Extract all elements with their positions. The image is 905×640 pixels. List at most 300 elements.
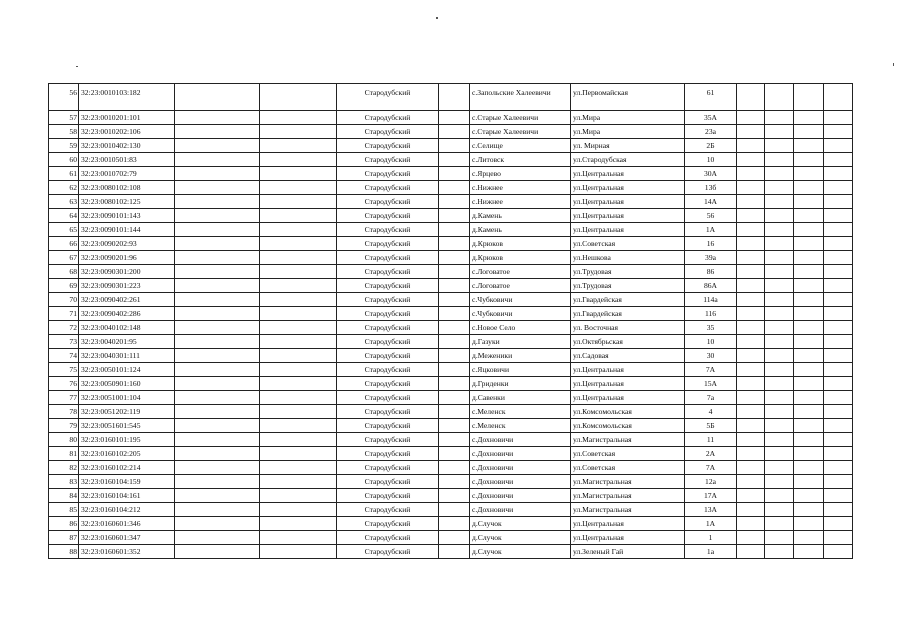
locality-cell: с.Нижнее bbox=[470, 195, 571, 209]
empty-cell bbox=[737, 391, 765, 405]
empty-cell bbox=[794, 433, 824, 447]
row-number-cell: 62 bbox=[49, 181, 79, 195]
table-row bbox=[49, 167, 853, 181]
empty-cell bbox=[794, 349, 824, 363]
empty-cell bbox=[439, 209, 470, 223]
empty-cell bbox=[765, 363, 794, 377]
empty-cell bbox=[794, 237, 824, 251]
district-cell: Стародубский bbox=[337, 265, 439, 279]
empty-cell bbox=[439, 391, 470, 405]
empty-cell bbox=[824, 209, 853, 223]
empty-cell bbox=[175, 125, 260, 139]
house-number-cell: 56 bbox=[685, 209, 737, 223]
empty-cell bbox=[175, 489, 260, 503]
row-number-cell: 88 bbox=[49, 545, 79, 559]
locality-cell: с.Логоватое bbox=[470, 265, 571, 279]
empty-cell bbox=[439, 307, 470, 321]
empty-cell bbox=[765, 335, 794, 349]
empty-cell bbox=[824, 433, 853, 447]
empty-cell bbox=[260, 265, 337, 279]
row-number-cell: 81 bbox=[49, 447, 79, 461]
district-cell: Стародубский bbox=[337, 279, 439, 293]
empty-cell bbox=[794, 363, 824, 377]
house-number-cell: 116 bbox=[685, 307, 737, 321]
table-row bbox=[49, 363, 853, 377]
empty-cell bbox=[765, 223, 794, 237]
row-number-cell: 68 bbox=[49, 265, 79, 279]
empty-cell bbox=[765, 503, 794, 517]
empty-cell bbox=[794, 517, 824, 531]
street-cell: ул.Трудовая bbox=[571, 265, 685, 279]
empty-cell bbox=[765, 195, 794, 209]
cadastral-number-cell: 32:23:0090101:144 bbox=[79, 223, 175, 237]
empty-cell bbox=[737, 461, 765, 475]
house-number-cell: 10 bbox=[685, 153, 737, 167]
locality-cell: с.Дохновичи bbox=[470, 433, 571, 447]
empty-cell bbox=[175, 405, 260, 419]
empty-cell bbox=[439, 237, 470, 251]
table-row bbox=[49, 111, 853, 125]
table-row bbox=[49, 209, 853, 223]
empty-cell bbox=[737, 349, 765, 363]
empty-cell bbox=[794, 265, 824, 279]
empty-cell bbox=[824, 153, 853, 167]
empty-cell bbox=[824, 279, 853, 293]
table-row bbox=[49, 84, 853, 111]
house-number-cell: 61 bbox=[685, 84, 737, 111]
empty-cell bbox=[439, 153, 470, 167]
empty-cell bbox=[824, 489, 853, 503]
house-number-cell: 11 bbox=[685, 433, 737, 447]
table-row bbox=[49, 223, 853, 237]
street-cell: ул.Гвардейская bbox=[571, 307, 685, 321]
row-number-cell: 74 bbox=[49, 349, 79, 363]
empty-cell bbox=[175, 153, 260, 167]
empty-cell bbox=[175, 503, 260, 517]
empty-cell bbox=[260, 125, 337, 139]
empty-cell bbox=[175, 251, 260, 265]
empty-cell bbox=[824, 475, 853, 489]
empty-cell bbox=[765, 447, 794, 461]
empty-cell bbox=[175, 349, 260, 363]
district-cell: Стародубский bbox=[337, 335, 439, 349]
street-cell: ул.Центральная bbox=[571, 181, 685, 195]
row-number-cell: 83 bbox=[49, 475, 79, 489]
empty-cell bbox=[824, 531, 853, 545]
row-number-cell: 69 bbox=[49, 279, 79, 293]
empty-cell bbox=[737, 167, 765, 181]
empty-cell bbox=[175, 111, 260, 125]
street-cell: ул.Советская bbox=[571, 447, 685, 461]
empty-cell bbox=[175, 447, 260, 461]
cadastral-number-cell: 32:23:0160102:214 bbox=[79, 461, 175, 475]
empty-cell bbox=[824, 223, 853, 237]
locality-cell: с.Ярцево bbox=[470, 167, 571, 181]
table-row bbox=[49, 461, 853, 475]
row-number-cell: 60 bbox=[49, 153, 79, 167]
cadastral-number-cell: 32:23:0160101:195 bbox=[79, 433, 175, 447]
row-number-cell: 73 bbox=[49, 335, 79, 349]
house-number-cell: 2Б bbox=[685, 139, 737, 153]
row-number-cell: 79 bbox=[49, 419, 79, 433]
empty-cell bbox=[824, 405, 853, 419]
district-cell: Стародубский bbox=[337, 209, 439, 223]
locality-cell: с.Литовск bbox=[470, 153, 571, 167]
empty-cell bbox=[260, 419, 337, 433]
empty-cell bbox=[175, 377, 260, 391]
empty-cell bbox=[737, 223, 765, 237]
house-number-cell: 5Б bbox=[685, 419, 737, 433]
empty-cell bbox=[794, 279, 824, 293]
house-number-cell: 30 bbox=[685, 349, 737, 363]
cadastral-number-cell: 32:23:0051601:545 bbox=[79, 419, 175, 433]
empty-cell bbox=[260, 84, 337, 111]
empty-cell bbox=[260, 391, 337, 405]
street-cell: ул.Комсомольская bbox=[571, 419, 685, 433]
empty-cell bbox=[260, 363, 337, 377]
empty-cell bbox=[175, 237, 260, 251]
empty-cell bbox=[737, 111, 765, 125]
cadastral-number-cell: 32:23:0160104:161 bbox=[79, 489, 175, 503]
empty-cell bbox=[765, 293, 794, 307]
house-number-cell: 35 bbox=[685, 321, 737, 335]
locality-cell: д.Камень bbox=[470, 223, 571, 237]
empty-cell bbox=[439, 84, 470, 111]
scan-speck bbox=[76, 66, 78, 67]
empty-cell bbox=[175, 223, 260, 237]
empty-cell bbox=[765, 251, 794, 265]
empty-cell bbox=[737, 531, 765, 545]
district-cell: Стародубский bbox=[337, 251, 439, 265]
empty-cell bbox=[737, 237, 765, 251]
cadastral-number-cell: 32:23:0090402:286 bbox=[79, 307, 175, 321]
empty-cell bbox=[439, 321, 470, 335]
house-number-cell: 7А bbox=[685, 363, 737, 377]
house-number-cell: 4 bbox=[685, 405, 737, 419]
table-row bbox=[49, 125, 853, 139]
empty-cell bbox=[737, 447, 765, 461]
locality-cell: с.Логоватое bbox=[470, 279, 571, 293]
district-cell: Стародубский bbox=[337, 447, 439, 461]
empty-cell bbox=[439, 251, 470, 265]
empty-cell bbox=[737, 475, 765, 489]
empty-cell bbox=[260, 209, 337, 223]
district-cell: Стародубский bbox=[337, 167, 439, 181]
empty-cell bbox=[765, 181, 794, 195]
empty-cell bbox=[794, 139, 824, 153]
locality-cell: д.Савенки bbox=[470, 391, 571, 405]
cadastral-number-cell: 32:23:0010501:83 bbox=[79, 153, 175, 167]
empty-cell bbox=[765, 475, 794, 489]
empty-cell bbox=[794, 531, 824, 545]
street-cell: ул.Магистральная bbox=[571, 503, 685, 517]
empty-cell bbox=[175, 307, 260, 321]
table-row bbox=[49, 237, 853, 251]
district-cell: Стародубский bbox=[337, 377, 439, 391]
street-cell: ул.Центральная bbox=[571, 195, 685, 209]
district-cell: Стародубский bbox=[337, 475, 439, 489]
locality-cell: д.Газуки bbox=[470, 335, 571, 349]
empty-cell bbox=[175, 335, 260, 349]
district-cell: Стародубский bbox=[337, 349, 439, 363]
empty-cell bbox=[737, 517, 765, 531]
street-cell: ул.Магистральная bbox=[571, 433, 685, 447]
locality-cell: с.Селище bbox=[470, 139, 571, 153]
empty-cell bbox=[794, 335, 824, 349]
table-row bbox=[49, 503, 853, 517]
table-row bbox=[49, 251, 853, 265]
empty-cell bbox=[824, 391, 853, 405]
empty-cell bbox=[260, 433, 337, 447]
street-cell: ул.Садовая bbox=[571, 349, 685, 363]
empty-cell bbox=[765, 531, 794, 545]
district-cell: Стародубский bbox=[337, 489, 439, 503]
street-cell: ул.Мира bbox=[571, 125, 685, 139]
cadastral-number-cell: 32:23:0040301:111 bbox=[79, 349, 175, 363]
empty-cell bbox=[824, 517, 853, 531]
row-number-cell: 67 bbox=[49, 251, 79, 265]
empty-cell bbox=[765, 461, 794, 475]
empty-cell bbox=[260, 545, 337, 559]
empty-cell bbox=[737, 251, 765, 265]
empty-cell bbox=[737, 139, 765, 153]
empty-cell bbox=[794, 153, 824, 167]
district-cell: Стародубский bbox=[337, 503, 439, 517]
empty-cell bbox=[737, 545, 765, 559]
house-number-cell: 35А bbox=[685, 111, 737, 125]
house-number-cell: 1а bbox=[685, 545, 737, 559]
empty-cell bbox=[737, 125, 765, 139]
table-row bbox=[49, 517, 853, 531]
house-number-cell: 15А bbox=[685, 377, 737, 391]
empty-cell bbox=[794, 209, 824, 223]
cadastral-number-cell: 32:23:0090201:96 bbox=[79, 251, 175, 265]
empty-cell bbox=[439, 111, 470, 125]
house-number-cell: 30А bbox=[685, 167, 737, 181]
empty-cell bbox=[794, 475, 824, 489]
empty-cell bbox=[824, 377, 853, 391]
empty-cell bbox=[439, 475, 470, 489]
table-row bbox=[49, 545, 853, 559]
empty-cell bbox=[824, 84, 853, 111]
empty-cell bbox=[794, 223, 824, 237]
street-cell: ул.Зеленый Гай bbox=[571, 545, 685, 559]
street-cell: ул.Центральная bbox=[571, 391, 685, 405]
house-number-cell: 10 bbox=[685, 335, 737, 349]
district-cell: Стародубский bbox=[337, 153, 439, 167]
locality-cell: с.Старые Халеевичи bbox=[470, 125, 571, 139]
row-number-cell: 65 bbox=[49, 223, 79, 237]
empty-cell bbox=[824, 125, 853, 139]
empty-cell bbox=[794, 447, 824, 461]
empty-cell bbox=[737, 419, 765, 433]
empty-cell bbox=[824, 307, 853, 321]
house-number-cell: 7а bbox=[685, 391, 737, 405]
locality-cell: с.Дохновичи bbox=[470, 503, 571, 517]
house-number-cell: 12а bbox=[685, 475, 737, 489]
empty-cell bbox=[439, 125, 470, 139]
empty-cell bbox=[439, 433, 470, 447]
district-cell: Стародубский bbox=[337, 195, 439, 209]
empty-cell bbox=[824, 293, 853, 307]
row-number-cell: 63 bbox=[49, 195, 79, 209]
empty-cell bbox=[824, 167, 853, 181]
district-cell: Стародубский bbox=[337, 223, 439, 237]
empty-cell bbox=[737, 503, 765, 517]
empty-cell bbox=[794, 377, 824, 391]
empty-cell bbox=[824, 265, 853, 279]
street-cell: ул.Советская bbox=[571, 237, 685, 251]
street-cell: ул.Центральная bbox=[571, 223, 685, 237]
empty-cell bbox=[765, 111, 794, 125]
empty-cell bbox=[824, 447, 853, 461]
empty-cell bbox=[260, 335, 337, 349]
street-cell: ул.Нешкова bbox=[571, 251, 685, 265]
house-number-cell: 114а bbox=[685, 293, 737, 307]
empty-cell bbox=[175, 279, 260, 293]
empty-cell bbox=[439, 377, 470, 391]
locality-cell: д.Случок bbox=[470, 545, 571, 559]
empty-cell bbox=[737, 405, 765, 419]
house-number-cell: 39а bbox=[685, 251, 737, 265]
house-number-cell: 16 bbox=[685, 237, 737, 251]
empty-cell bbox=[737, 195, 765, 209]
row-number-cell: 66 bbox=[49, 237, 79, 251]
empty-cell bbox=[737, 433, 765, 447]
district-cell: Стародубский bbox=[337, 181, 439, 195]
cadastral-number-cell: 32:23:0160102:205 bbox=[79, 447, 175, 461]
cadastral-number-cell: 32:23:0090101:143 bbox=[79, 209, 175, 223]
house-number-cell: 13б bbox=[685, 181, 737, 195]
empty-cell bbox=[260, 279, 337, 293]
empty-cell bbox=[765, 139, 794, 153]
empty-cell bbox=[737, 279, 765, 293]
street-cell: ул. Мирная bbox=[571, 139, 685, 153]
empty-cell bbox=[794, 251, 824, 265]
empty-cell bbox=[439, 447, 470, 461]
empty-cell bbox=[175, 209, 260, 223]
empty-cell bbox=[737, 84, 765, 111]
empty-cell bbox=[260, 237, 337, 251]
empty-cell bbox=[765, 391, 794, 405]
cadastral-number-cell: 32:23:0051001:104 bbox=[79, 391, 175, 405]
empty-cell bbox=[175, 363, 260, 377]
empty-cell bbox=[260, 503, 337, 517]
locality-cell: с.Дохновичи bbox=[470, 489, 571, 503]
row-number-cell: 56 bbox=[49, 84, 79, 111]
house-number-cell: 86 bbox=[685, 265, 737, 279]
empty-cell bbox=[175, 84, 260, 111]
empty-cell bbox=[175, 293, 260, 307]
empty-cell bbox=[765, 209, 794, 223]
table-row bbox=[49, 335, 853, 349]
empty-cell bbox=[794, 111, 824, 125]
empty-cell bbox=[439, 181, 470, 195]
empty-cell bbox=[260, 531, 337, 545]
empty-cell bbox=[439, 167, 470, 181]
house-number-cell: 1 bbox=[685, 531, 737, 545]
empty-cell bbox=[175, 391, 260, 405]
empty-cell bbox=[794, 293, 824, 307]
empty-cell bbox=[439, 419, 470, 433]
scan-speck bbox=[893, 63, 894, 66]
empty-cell bbox=[824, 335, 853, 349]
empty-cell bbox=[260, 111, 337, 125]
table-body bbox=[49, 84, 853, 559]
cadastral-number-cell: 32:23:0080102:125 bbox=[79, 195, 175, 209]
empty-cell bbox=[260, 293, 337, 307]
empty-cell bbox=[175, 181, 260, 195]
street-cell: ул.Гвардейская bbox=[571, 293, 685, 307]
table-row bbox=[49, 531, 853, 545]
row-number-cell: 64 bbox=[49, 209, 79, 223]
cadastral-number-cell: 32:23:0160104:159 bbox=[79, 475, 175, 489]
empty-cell bbox=[175, 545, 260, 559]
empty-cell bbox=[260, 405, 337, 419]
empty-cell bbox=[260, 181, 337, 195]
row-number-cell: 58 bbox=[49, 125, 79, 139]
house-number-cell: 17А bbox=[685, 489, 737, 503]
empty-cell bbox=[765, 489, 794, 503]
empty-cell bbox=[439, 545, 470, 559]
house-number-cell: 1А bbox=[685, 223, 737, 237]
row-number-cell: 82 bbox=[49, 461, 79, 475]
empty-cell bbox=[765, 84, 794, 111]
locality-cell: д.Гриденки bbox=[470, 377, 571, 391]
empty-cell bbox=[765, 321, 794, 335]
street-cell: ул.Октябрьская bbox=[571, 335, 685, 349]
cadastral-number-cell: 32:23:0010103:182 bbox=[79, 84, 175, 111]
empty-cell bbox=[439, 405, 470, 419]
cadastral-number-cell: 32:23:0080102:108 bbox=[79, 181, 175, 195]
empty-cell bbox=[439, 279, 470, 293]
cadastral-number-cell: 32:23:0090301:223 bbox=[79, 279, 175, 293]
street-cell: ул.Комсомольская bbox=[571, 405, 685, 419]
empty-cell bbox=[439, 517, 470, 531]
empty-cell bbox=[765, 307, 794, 321]
empty-cell bbox=[765, 153, 794, 167]
house-number-cell: 2А bbox=[685, 447, 737, 461]
empty-cell bbox=[824, 251, 853, 265]
empty-cell bbox=[175, 461, 260, 475]
table-row bbox=[49, 391, 853, 405]
empty-cell bbox=[824, 139, 853, 153]
empty-cell bbox=[260, 461, 337, 475]
empty-cell bbox=[794, 405, 824, 419]
empty-cell bbox=[765, 433, 794, 447]
street-cell: ул.Центральная bbox=[571, 209, 685, 223]
row-number-cell: 77 bbox=[49, 391, 79, 405]
empty-cell bbox=[794, 489, 824, 503]
cadastral-number-cell: 32:23:0090402:261 bbox=[79, 293, 175, 307]
empty-cell bbox=[175, 321, 260, 335]
locality-cell: д.Камень bbox=[470, 209, 571, 223]
empty-cell bbox=[794, 503, 824, 517]
district-cell: Стародубский bbox=[337, 531, 439, 545]
empty-cell bbox=[794, 321, 824, 335]
district-cell: Стародубский bbox=[337, 405, 439, 419]
empty-cell bbox=[794, 545, 824, 559]
row-number-cell: 59 bbox=[49, 139, 79, 153]
empty-cell bbox=[260, 377, 337, 391]
street-cell: ул.Центральная bbox=[571, 531, 685, 545]
row-number-cell: 71 bbox=[49, 307, 79, 321]
empty-cell bbox=[175, 531, 260, 545]
locality-cell: с.Яцковичи bbox=[470, 363, 571, 377]
street-cell: ул.Центральная bbox=[571, 377, 685, 391]
district-cell: Стародубский bbox=[337, 391, 439, 405]
table-row bbox=[49, 447, 853, 461]
